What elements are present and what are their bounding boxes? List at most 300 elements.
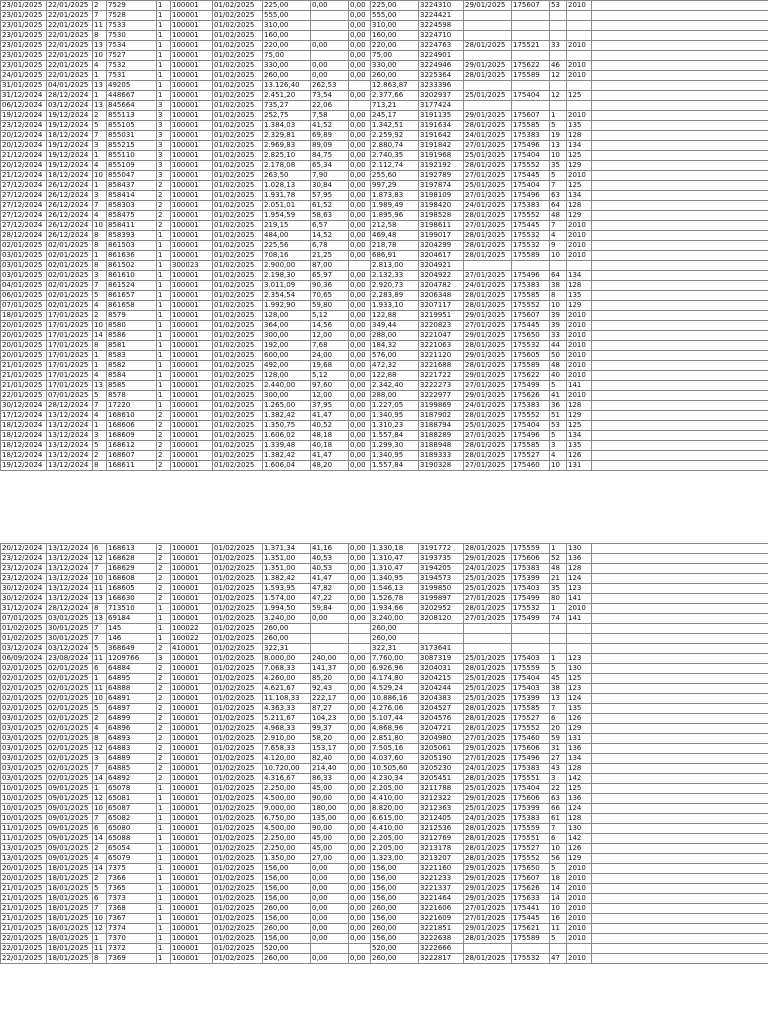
table-cell: 29/01/2025 (464, 554, 512, 564)
table-cell: 5 (550, 431, 567, 441)
table-cell: 858475 (107, 211, 157, 221)
empty-cell (592, 814, 768, 824)
table-cell: 22/01/2025 (47, 51, 93, 61)
table-cell: 2 (157, 564, 171, 574)
table-cell: 861610 (107, 271, 157, 281)
table-cell: 0,00 (349, 421, 371, 431)
table-cell (567, 101, 592, 111)
table-cell: 1.330,18 (371, 544, 419, 554)
table-cell: 7 (93, 904, 107, 914)
table-cell: 27/01/2025 (464, 431, 512, 441)
table-cell: 3087319 (419, 654, 464, 664)
table-cell: 100001 (171, 744, 213, 754)
table-cell: 25/01/2025 (464, 654, 512, 664)
table-row (1, 191, 768, 201)
table-cell: 48,18 (311, 431, 349, 441)
table-cell: 18/01/2025 (47, 874, 93, 884)
table-cell: 3207117 (419, 301, 464, 311)
table-cell: 11 (93, 584, 107, 594)
table-cell: 0,00 (349, 744, 371, 754)
table-cell: 2 (157, 664, 171, 674)
table-cell: 225,00 (371, 1, 419, 11)
table-cell: 5 (93, 121, 107, 131)
table-cell: 1.557,84 (371, 431, 419, 441)
table-cell: 09/01/2025 (47, 814, 93, 824)
empty-cell (592, 81, 768, 91)
table-cell: 2.851,80 (371, 734, 419, 744)
table-cell: 01/02/2025 (213, 261, 263, 271)
table-cell: 01/02/2025 (213, 81, 263, 91)
table-cell: 28/01/2025 (464, 934, 512, 944)
table-cell: 0,00 (349, 674, 371, 684)
table-cell: 27/01/2025 (464, 904, 512, 914)
table-cell: 1 (93, 351, 107, 361)
table-cell: 3204527 (419, 704, 464, 714)
table-cell: 30/12/2024 (1, 584, 47, 594)
table-cell: 43 (550, 764, 567, 774)
table-cell: 18/01/2025 (47, 904, 93, 914)
table-cell (567, 51, 592, 61)
table-cell: 23/08/2024 (47, 654, 93, 664)
table-cell: 8 (93, 241, 107, 251)
table-cell: 22/01/2025 (47, 61, 93, 71)
table-cell: 300023 (171, 261, 213, 271)
table-cell: 64888 (107, 684, 157, 694)
table-cell: 129 (567, 211, 592, 221)
table-cell: 73,54 (311, 91, 349, 101)
table-cell: 175551 (512, 834, 550, 844)
table-row (1, 121, 768, 131)
table-row (1, 1, 768, 11)
table-row (1, 181, 768, 191)
table-cell: 10 (93, 574, 107, 584)
table-cell: 1 (157, 894, 171, 904)
empty-cell (592, 31, 768, 41)
table-cell: 13/12/2024 (47, 411, 93, 421)
table-cell: 3198420 (419, 201, 464, 211)
table-cell: 1 (550, 111, 567, 121)
table-cell: 40,18 (311, 441, 349, 451)
table-cell: 5.211,67 (263, 714, 311, 724)
table-cell: 100001 (171, 151, 213, 161)
table-cell (512, 101, 550, 111)
table-cell: 26/12/2024 (47, 181, 93, 191)
empty-cell (592, 291, 768, 301)
table-cell: 04/01/2025 (1, 281, 47, 291)
table-cell: 3221120 (419, 351, 464, 361)
table-cell: 222,17 (311, 694, 349, 704)
table-cell: 2.250,00 (263, 834, 311, 844)
table-cell: 45,00 (311, 784, 349, 794)
table-cell: 100001 (171, 864, 213, 874)
table-cell: 0,00 (349, 351, 371, 361)
table-cell (419, 624, 464, 634)
table-cell: 01/02/2025 (213, 141, 263, 151)
empty-cell (592, 191, 768, 201)
table-cell: 21,25 (311, 251, 349, 261)
table-cell: 25/01/2025 (464, 674, 512, 684)
table-cell: 28/12/2024 (1, 231, 47, 241)
table-cell: 218,78 (371, 241, 419, 251)
table-cell: 13/12/2024 (47, 594, 93, 604)
table-cell: 3199017 (419, 231, 464, 241)
table-cell: 0,00 (349, 371, 371, 381)
table-cell: 35 (550, 161, 567, 171)
table-cell: 0,00 (311, 71, 349, 81)
table-cell: 8.000,00 (263, 654, 311, 664)
table-row (1, 421, 768, 431)
table-cell: 2.250,00 (263, 784, 311, 794)
table-cell (311, 51, 349, 61)
table-cell: 100001 (171, 544, 213, 554)
table-cell: 858414 (107, 191, 157, 201)
table-cell: 3194573 (419, 574, 464, 584)
table-cell: 22/01/2025 (47, 1, 93, 11)
table-cell: 175552 (512, 301, 550, 311)
table-cell (512, 944, 550, 954)
table-cell: 1 (550, 544, 567, 554)
table-cell: 1 (157, 281, 171, 291)
table-cell: 1 (157, 854, 171, 864)
table-cell: 17/01/2025 (47, 341, 93, 351)
table-cell: 219,15 (263, 221, 311, 231)
table-cell: 1 (157, 904, 171, 914)
table-cell: 14 (93, 834, 107, 844)
table-cell: 0,00 (349, 221, 371, 231)
table-cell: 4 (93, 854, 107, 864)
empty-cell (592, 431, 768, 441)
table-cell: 90,00 (311, 794, 349, 804)
table-cell: 175626 (512, 884, 550, 894)
table-cell: 1.606,02 (263, 431, 311, 441)
table-cell: 97,60 (311, 381, 349, 391)
table-cell: 01/02/2025 (213, 381, 263, 391)
table-cell (550, 11, 567, 21)
table-row (1, 574, 768, 584)
empty-cell (592, 854, 768, 864)
table-cell: 1 (93, 251, 107, 261)
table-cell: 03/01/2025 (1, 764, 47, 774)
table-cell: 0,00 (349, 814, 371, 824)
table-cell: 225,56 (263, 241, 311, 251)
table-cell: 3221464 (419, 894, 464, 904)
table-cell: 48,20 (311, 461, 349, 471)
table-cell: 2 (157, 574, 171, 584)
empty-cell (592, 634, 768, 644)
table-cell: 09/01/2025 (47, 824, 93, 834)
table-cell: 61,52 (311, 201, 349, 211)
table-cell: 156,00 (371, 874, 419, 884)
table-cell: 03/01/2025 (1, 744, 47, 754)
table-cell: 175585 (512, 121, 550, 131)
table-cell: 122,88 (371, 371, 419, 381)
table-cell: 8 (93, 604, 107, 614)
table-cell: 1 (157, 41, 171, 51)
table-cell: 1 (157, 794, 171, 804)
table-row (1, 894, 768, 904)
table-cell: 136 (567, 744, 592, 754)
table-cell: 01/02/2025 (213, 934, 263, 944)
table-cell: 8579 (107, 311, 157, 321)
table-row (1, 131, 768, 141)
table-cell: 02/01/2025 (1, 674, 47, 684)
table-cell: 4 (550, 231, 567, 241)
table-cell: 8580 (107, 321, 157, 331)
table-cell: 02/01/2025 (47, 664, 93, 674)
empty-cell (592, 211, 768, 221)
table-cell: 8 (93, 734, 107, 744)
table-cell: 27/01/2025 (464, 191, 512, 201)
table-cell: 10/01/2025 (1, 804, 47, 814)
table-cell: 3224946 (419, 61, 464, 71)
table-cell: 100022 (171, 634, 213, 644)
table-cell: 3212363 (419, 804, 464, 814)
table-row (1, 844, 768, 854)
table-cell: 09/01/2025 (47, 844, 93, 854)
table-cell: 0,00 (349, 131, 371, 141)
table-cell: 0,00 (311, 894, 349, 904)
table-cell: 24/01/2025 (464, 201, 512, 211)
table-cell: 3204031 (419, 664, 464, 674)
invoice-rows-bottom (1, 544, 768, 964)
table-cell: 100001 (171, 764, 213, 774)
table-row (1, 81, 768, 91)
table-row (1, 774, 768, 784)
table-cell: 0,00 (311, 614, 349, 624)
table-cell: 156,00 (263, 934, 311, 944)
table-cell: 18/01/2025 (47, 884, 93, 894)
table-cell: 01/02/2025 (213, 804, 263, 814)
table-cell: 18 (550, 874, 567, 884)
table-cell: 3173641 (419, 644, 464, 654)
table-cell: 7531 (107, 71, 157, 81)
table-cell: 240,00 (311, 654, 349, 664)
empty-cell (592, 694, 768, 704)
table-cell: 2.250,00 (263, 844, 311, 854)
table-cell: 0,00 (311, 954, 349, 964)
table-cell: 131 (567, 461, 592, 471)
table-cell: 4 (93, 724, 107, 734)
table-cell: 7.658,33 (263, 744, 311, 754)
table-cell: 19/12/2024 (1, 461, 47, 471)
table-cell: 3 (550, 774, 567, 784)
empty-cell (592, 934, 768, 944)
table-cell: 24/01/2025 (464, 814, 512, 824)
table-cell: 128,00 (263, 311, 311, 321)
table-cell: 36 (550, 401, 567, 411)
table-cell: 1 (157, 331, 171, 341)
table-cell: 10 (93, 804, 107, 814)
table-cell: 3220823 (419, 321, 464, 331)
table-cell: 175532 (512, 341, 550, 351)
table-cell: 168629 (107, 564, 157, 574)
table-cell: 2 (157, 181, 171, 191)
table-cell: 4.120,00 (263, 754, 311, 764)
table-cell: 175460 (512, 734, 550, 744)
table-cell (550, 51, 567, 61)
table-cell: 175399 (512, 574, 550, 584)
table-cell: 4 (93, 371, 107, 381)
table-cell: 1.340,95 (371, 411, 419, 421)
empty-cell (592, 804, 768, 814)
table-cell: 175460 (512, 461, 550, 471)
empty-cell (592, 544, 768, 554)
table-cell: 3202952 (419, 604, 464, 614)
table-cell: 0,00 (349, 934, 371, 944)
table-cell: 2 (157, 554, 171, 564)
table-cell: 64892 (107, 774, 157, 784)
table-cell: 260,00 (371, 904, 419, 914)
table-cell (512, 634, 550, 644)
table-cell: 175607 (512, 311, 550, 321)
table-cell: 09/01/2025 (47, 794, 93, 804)
table-cell: 65087 (107, 804, 157, 814)
table-cell: 02/01/2025 (47, 754, 93, 764)
table-cell: 3 (157, 141, 171, 151)
table-cell: 65,34 (311, 161, 349, 171)
table-cell: 168609 (107, 431, 157, 441)
table-cell: 3224598 (419, 21, 464, 31)
table-cell: 01/02/2025 (213, 21, 263, 31)
table-cell: 13/12/2024 (47, 451, 93, 461)
table-cell: 01/02/2025 (213, 674, 263, 684)
table-cell: 7 (93, 11, 107, 21)
table-cell: 01/02/2025 (213, 151, 263, 161)
table-cell: 64 (550, 201, 567, 211)
table-cell: 27/01/2025 (464, 594, 512, 604)
table-cell (550, 261, 567, 271)
table-cell: 175383 (512, 281, 550, 291)
table-cell: 100001 (171, 1, 213, 11)
empty-cell (592, 381, 768, 391)
table-cell: 14 (550, 884, 567, 894)
table-cell: 12 (93, 554, 107, 564)
table-cell: 0,00 (311, 61, 349, 71)
invoice-table-bottom (0, 543, 768, 964)
table-cell: 2.740,35 (371, 151, 419, 161)
table-cell: 175404 (512, 421, 550, 431)
table-cell: 01/02/2025 (213, 331, 263, 341)
table-row (1, 301, 768, 311)
table-cell: 100001 (171, 351, 213, 361)
table-cell: 3198528 (419, 211, 464, 221)
table-cell: 23/01/2025 (1, 11, 47, 21)
table-cell: 26/12/2024 (47, 231, 93, 241)
table-cell: 100001 (171, 824, 213, 834)
table-cell: 175383 (512, 814, 550, 824)
table-cell: 01/02/2025 (213, 594, 263, 604)
table-cell: 2.900,00 (263, 261, 311, 271)
table-cell: 27/01/2025 (464, 271, 512, 281)
table-row (1, 461, 768, 471)
table-cell: 1 (157, 804, 171, 814)
table-cell: 01/02/2025 (213, 311, 263, 321)
table-cell: 13 (93, 594, 107, 604)
table-row (1, 934, 768, 944)
table-cell: 212,58 (371, 221, 419, 231)
table-cell: 0,00 (349, 904, 371, 914)
table-cell: 3221047 (419, 331, 464, 341)
table-cell: 100001 (171, 231, 213, 241)
table-cell: 128 (567, 131, 592, 141)
table-cell: 1 (93, 71, 107, 81)
table-cell: 3221063 (419, 341, 464, 351)
table-cell: 02/01/2025 (1, 684, 47, 694)
table-cell: 1.371,34 (263, 544, 311, 554)
table-cell: 01/02/2025 (213, 864, 263, 874)
table-cell: 01/02/2025 (213, 894, 263, 904)
table-cell: 25/01/2025 (464, 151, 512, 161)
table-cell: 10 (93, 914, 107, 924)
empty-cell (592, 71, 768, 81)
table-cell: 129 (567, 854, 592, 864)
table-cell: 25/01/2025 (464, 181, 512, 191)
table-cell: 1.028,13 (263, 181, 311, 191)
table-cell: 0,00 (349, 894, 371, 904)
table-cell: 142 (567, 774, 592, 784)
table-cell: 175606 (512, 794, 550, 804)
table-cell: 3 (157, 171, 171, 181)
table-cell: 2010 (567, 311, 592, 321)
table-cell: 2.440,00 (263, 381, 311, 391)
table-cell: 65079 (107, 854, 157, 864)
table-cell: 3212322 (419, 794, 464, 804)
table-cell: 31 (550, 744, 567, 754)
table-cell: 3 (93, 271, 107, 281)
table-cell: 28/01/2025 (464, 241, 512, 251)
table-cell: 3 (157, 161, 171, 171)
table-cell: 02/01/2025 (47, 694, 93, 704)
table-cell: 168605 (107, 584, 157, 594)
table-row (1, 804, 768, 814)
table-cell: 28/01/2025 (464, 854, 512, 864)
table-cell: 175552 (512, 161, 550, 171)
table-cell: 28/01/2025 (464, 714, 512, 724)
table-row (1, 321, 768, 331)
table-cell: 04/01/2025 (47, 81, 93, 91)
table-cell: 130 (567, 664, 592, 674)
table-cell: 1.526,78 (371, 594, 419, 604)
table-cell: 100001 (171, 714, 213, 724)
table-cell: 09/01/2025 (47, 854, 93, 864)
table-cell: 01/02/2025 (213, 1, 263, 11)
table-cell: 0,00 (349, 191, 371, 201)
empty-cell (592, 101, 768, 111)
table-cell: 27 (550, 754, 567, 764)
table-row (1, 21, 768, 31)
table-cell: 87,00 (311, 261, 349, 271)
table-cell: 01/02/2025 (213, 211, 263, 221)
table-cell: 14 (93, 331, 107, 341)
table-cell: 136 (567, 554, 592, 564)
table-cell: 263,50 (263, 171, 311, 181)
table-cell: 7373 (107, 894, 157, 904)
table-cell: 6 (93, 664, 107, 674)
table-cell: 25/01/2025 (464, 804, 512, 814)
empty-cell (592, 231, 768, 241)
table-cell: 5 (93, 644, 107, 654)
table-cell: 6 (550, 834, 567, 844)
table-cell: 4.410,00 (371, 824, 419, 834)
table-cell: 5 (550, 171, 567, 181)
table-cell: 4.276,06 (371, 704, 419, 714)
empty-cell (592, 724, 768, 734)
table-cell: 13/12/2024 (47, 554, 93, 564)
empty-cell (592, 584, 768, 594)
table-cell: 75,00 (263, 51, 311, 61)
table-cell: 175404 (512, 181, 550, 191)
table-cell: 29/01/2025 (464, 311, 512, 321)
